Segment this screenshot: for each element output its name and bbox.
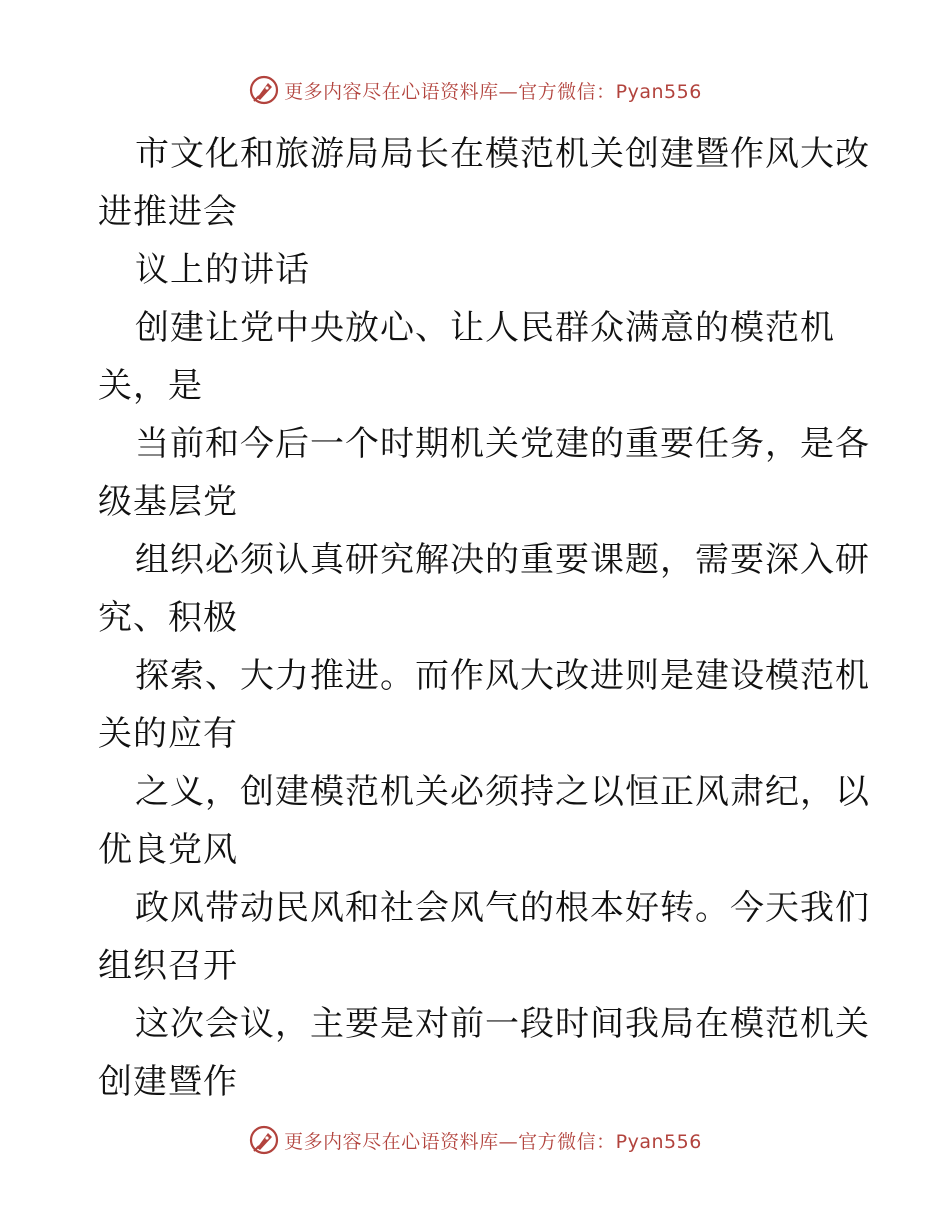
line-text: 政风带动民风和社会风气的根本好转。今天我们 <box>135 888 870 928</box>
line-text: 议上的讲话 <box>135 250 310 290</box>
line-text: 探索、大力推进。而作风大改进则是建设模范机 <box>135 656 870 696</box>
pen-nib-logo-icon <box>248 74 280 106</box>
line-text: 进推进会 <box>98 192 238 232</box>
text-line <box>98 415 870 473</box>
text-line <box>98 183 858 241</box>
line-text: 究、积极 <box>98 598 238 638</box>
wechat-id: Pyan556 <box>615 80 702 103</box>
text-line <box>98 763 870 821</box>
line-text: 优良党风 <box>98 830 238 870</box>
text-line <box>98 647 870 705</box>
text-line <box>98 937 858 995</box>
text-line <box>98 1053 858 1111</box>
line-text: 创建让党中央放心、让人民群众满意的模范机 <box>135 308 835 348</box>
line-text: 创建暨作 <box>98 1062 238 1102</box>
line-text: 组织召开 <box>98 946 238 986</box>
text-line <box>98 357 858 415</box>
document-body <box>98 125 870 1111</box>
text-line <box>98 299 858 357</box>
text-line <box>98 879 870 937</box>
line-text: 关的应有 <box>98 714 238 754</box>
wechat-id: Pyan556 <box>615 1130 702 1153</box>
line-text: 级基层党 <box>98 482 238 522</box>
line-text: 市文化和旅游局局长在模范机关创建暨作风大改 <box>135 134 870 174</box>
line-text: 这次会议，主要是对前一段时间我局在模范机关 <box>135 1004 870 1044</box>
footer-banner-text: 更多内容尽在心语资料库—官方微信：Pyan556 <box>284 1130 702 1153</box>
header-banner-text: 更多内容尽在心语资料库—官方微信：Pyan556 <box>284 80 702 103</box>
pen-nib-logo-icon <box>248 1124 280 1156</box>
line-text: 组织必须认真研究解决的重要课题，需要深入研 <box>135 540 870 580</box>
text-line <box>98 995 870 1053</box>
line-text: 当前和今后一个时期机关党建的重要任务，是各 <box>135 424 870 464</box>
text-line <box>98 705 858 763</box>
text-line <box>98 473 858 531</box>
text-line <box>98 589 858 647</box>
text-line <box>98 531 870 589</box>
header-banner <box>0 70 950 110</box>
text-line <box>98 821 858 879</box>
line-text: 之义，创建模范机关必须持之以恒正风肃纪，以 <box>135 772 870 812</box>
text-line <box>98 125 870 183</box>
line-text: 关，是 <box>98 366 203 406</box>
text-line <box>98 241 858 299</box>
footer-banner <box>0 1120 950 1160</box>
